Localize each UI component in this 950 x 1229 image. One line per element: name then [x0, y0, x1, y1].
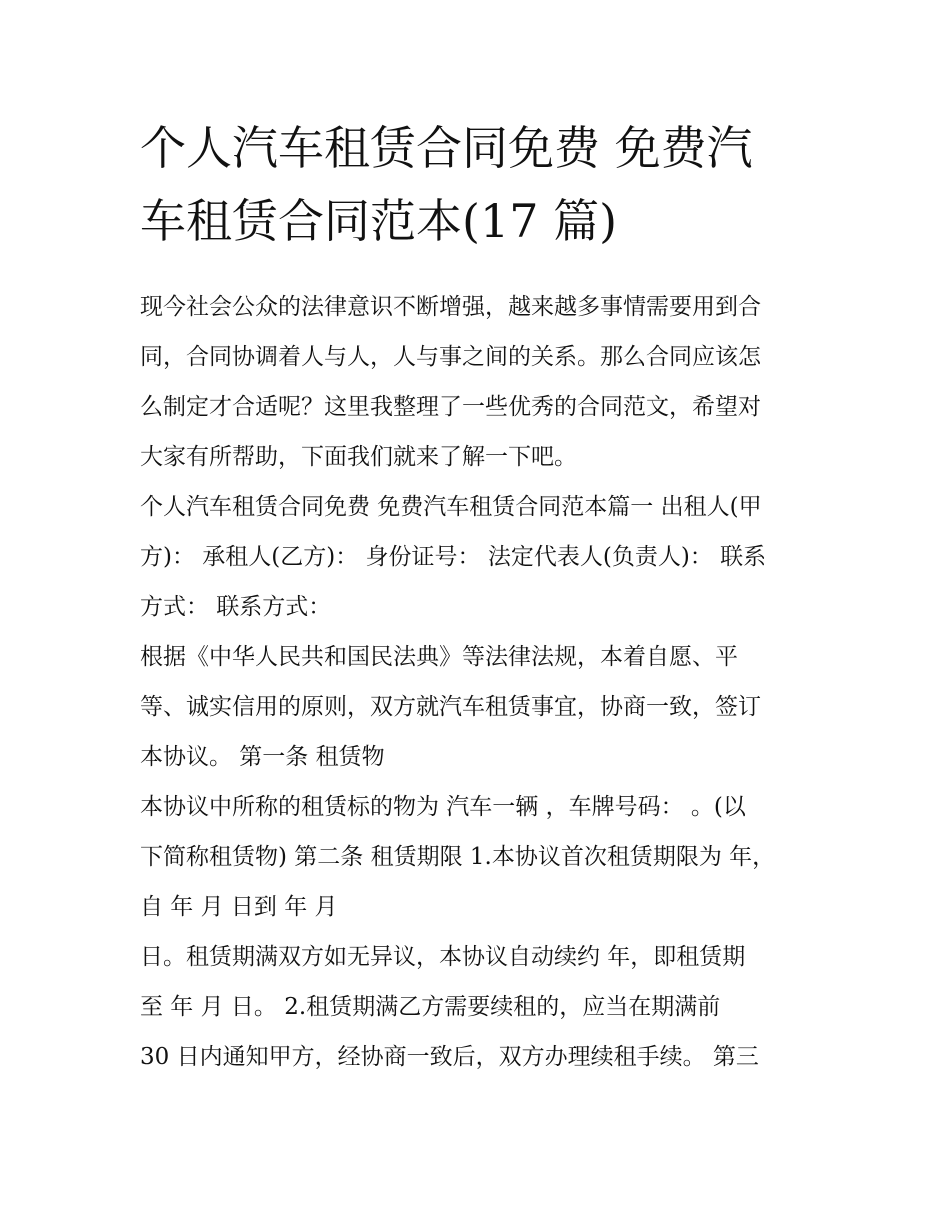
document-body — [140, 282, 820, 1082]
body-line: 个人汽车租赁合同免费 免费汽车租赁合同范本篇一 出租人(甲 — [140, 494, 762, 520]
body-line: 根据《中华人民共和国民法典》等法律法规，本着自愿、平 — [140, 644, 738, 670]
body-line: 方式： 联系方式： — [140, 594, 332, 620]
body-line: 大家有所帮助，下面我们就来了解一下吧。 — [140, 444, 577, 470]
body-line: 自 年 月 日到 年 月 — [140, 894, 338, 920]
body-line: 本协议。 第一条 租赁物 — [140, 744, 385, 770]
document-title — [140, 112, 820, 258]
body-line: 至 年 月 日。 2.租赁期满乙方需要续租的，应当在期满前 — [140, 994, 721, 1020]
body-line: 30 日内通知甲方，经协商一致后，双方办理续租手续。 第三 — [140, 1044, 759, 1070]
body-line: 等、诚实信用的原则，双方就汽车租赁事宜，协商一致，签订 — [140, 694, 761, 720]
body-line: 下简称租赁物) 第二条 租赁期限 1.本协议首次租赁期限为 年， — [140, 844, 776, 870]
body-line: 么制定才合适呢？这里我整理了一些优秀的合同范文，希望对 — [140, 394, 761, 420]
body-line: 同，合同协调着人与人，人与事之间的关系。那么合同应该怎 — [140, 344, 761, 370]
body-line: 日。租赁期满双方如无异议，本协议自动续约 年，即租赁期 — [140, 944, 746, 970]
body-line: 本协议中所称的租赁标的物为 汽车一辆 ，车牌号码： 。(以 — [140, 794, 746, 820]
title-line: 个人汽车租赁合同免费 免费汽 — [140, 121, 753, 175]
body-line: 方)： 承租人(乙方)： 身份证号： 法定代表人(负责人)： 联系 — [140, 544, 767, 570]
title-line: 车租赁合同范本(17 篇) — [140, 194, 618, 248]
body-line: 现今社会公众的法律意识不断增强，越来越多事情需要用到合 — [140, 294, 761, 320]
